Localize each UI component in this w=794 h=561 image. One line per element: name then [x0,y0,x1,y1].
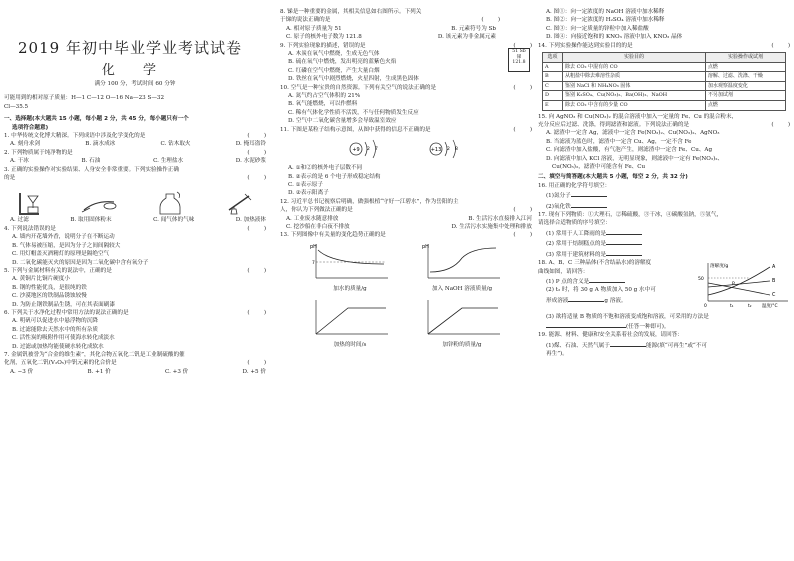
q6-option: A. 明矾可以促进水中悬浮物的沉降 [12,318,98,325]
q14-stem: 14. 下列实验操作能达到实验目的的是 [538,42,633,49]
answer-blank[interactable] [568,295,604,302]
q18-stem: 18. A、B、C 三种晶体(不含结晶水)的溶解度 [538,260,652,267]
q4-option: B. 气体易被压缩，是因为分子之间间隔较大 [12,242,121,249]
particle-diagram-1 [346,136,386,162]
q12-option: C. 挖沙船在非白夜不排放 [286,223,350,230]
graph-xlabel: 温度/°C [762,304,778,310]
q18-item: (3) 欲将适量 B 物质的不饱和溶液变成饱和溶液，可采用的方法是 [546,313,709,320]
q18-stem-2: 曲线如图，请回答： [538,268,589,275]
q6-option: B. 过滤能除去天然水中的所有杂质 [12,326,98,333]
q15-option: C. 向滤渣中加入盐酸，有气泡产生，则滤渣中一定含 Fe、Cu、Ag [546,147,713,154]
q8-stem: 8. 锑是一种重要的金属，其相关信息如右图所示。下列关 [280,9,422,15]
table-cell: 除去 CO₂ 中混有的 CO [563,62,706,72]
q16-item: (2)氧化铁 [546,203,571,210]
q19-item: (1)煤、石油、天然气属于 [546,342,610,349]
q18-item: g 溶液。 [604,297,627,304]
table-row [543,62,786,72]
q3-option: C. 闻气体的气味 [153,217,195,224]
table-cell: 点燃 [705,101,785,111]
section1-title: 一、选择题(本大题共 15 小题，每小题 2 分，共 45 分，每小题只有一个 [4,116,189,123]
graph-value-label: 50 [698,277,704,283]
filtration-apparatus [4,192,58,216]
q9-option: D. 铁丝在氧气中剧烈燃烧，火星四射，生成黑色固体 [288,76,419,83]
answer-paren: ( ) [247,267,266,274]
q2-stem: 2. 下列物质属于纯净物的是 [4,149,73,156]
q5-option: C. 沙漠地区的铁制品锈蚀较慢 [12,293,87,300]
atomic-masses: 可能用到的相对原子质量：H—1 C—12 O—16 Na—23 S—32 [4,95,165,102]
q15-option: B. 当滤液为蓝色时，滤渣中一定含 Cu、Ag，一定不含 Fe [546,138,692,145]
table-cell: 点燃 [705,62,785,72]
table-cell: 从粗盐中除去难溶性杂质 [563,72,706,82]
graph-1 [300,242,400,294]
q6-option: C. 活性炭的吸附作用可使海水转化成淡水 [12,335,115,342]
q8-option: D. 该元素为非金属元素 [437,34,496,41]
solubility-curve-graph [696,259,790,312]
q16-item: (1)氮分子 [546,193,571,200]
curve-c [708,283,770,295]
table-cell: 除去 CO₂ 中含有的少量 CO [563,101,706,111]
column-left [4,8,266,376]
q11-option: B. ②表示的是 6 个电子形成稳定结构 [288,173,381,180]
q7-option: D. +5 价 [242,368,266,375]
q10-option: B. 氧气能燃烧，可以作燃料 [288,101,358,108]
section2-title: 二、填空与简答题(本大题共 5 小题，每空 2 分，共 32 分) [538,174,688,181]
q15-stem-2: 充分反应后过滤、洗涤，得到滤渣和滤液。下列说法正确的是 [538,122,690,128]
exam-title: 2019 年初中毕业学业考试试卷 [18,39,242,57]
graph-ylabel: 溶解度/g [710,264,729,270]
q15-option-cont: Cu(NO₃)₂，滤渣中可能含有 Fe、Cu [552,164,646,171]
column-right [538,8,790,359]
answer-blank[interactable] [606,238,642,245]
q10-option: C. 稀有气体化学性质不活泼，不与任何物质发生反应 [288,109,419,116]
svg-text:2: 2 [447,147,450,153]
answer-paren: ( ) [513,232,532,239]
table-header: 选项 [543,53,563,63]
q4-option: A. 墙内开花墙外香，说明分子在不断运动 [12,234,115,241]
answer-blank[interactable] [571,201,607,208]
q17-item: (2) 常用于焙制糕点的是 [546,241,607,248]
q15-stem: 15. 向 AgNO₃ 和 Cu(NO₃)₂ 的混合溶液中加入一定量的 Fe、Cu 的混合粉末， [538,113,738,120]
q1-option: D. 掩耳盗铃 [235,141,266,148]
table-row [543,81,786,91]
curve-label-b: B [772,279,776,285]
q8-stem-2: 于锑的说法正确的是 [280,17,331,24]
q2-option: D. 水泥砂浆 [235,158,266,165]
graph-4-xlabel: 加锌粉的质量/g [442,341,482,348]
q5-option: B. 钢的性能优良，是很纯的铁 [12,284,87,291]
answer-blank[interactable] [610,340,646,347]
q3-option: B. 取用固体粉末 [70,217,112,224]
graph-1-xlabel: 加水的质量/g [333,286,367,293]
q1-option: B. 滴水成冰 [85,141,116,148]
q2-option: C. 生理盐水 [153,158,184,165]
q19-stem: 19. 能源、材料、健康和安全关系着社会的发展，请回答： [538,332,683,339]
answer-paren: ( ) [247,175,266,182]
answer-paren: ( ) [481,17,500,24]
table-cell: 不另加试剂 [705,91,785,101]
q17-stem-2: 请选择合适物质的序号填空： [538,220,611,227]
curve-label-a: A [772,265,776,271]
table-cell: A [543,62,563,72]
q1-option: A. 刻舟求剑 [10,141,40,148]
answer-paren: ( ) [247,360,266,367]
q11-stem: 11. 下图是某粒子结构示意图，从图中获得的信息不正确的是 [280,126,431,133]
answer-paren: ( ) [247,149,266,156]
table-header: 实验操作或试剂 [705,53,785,63]
q8-option: A. 相对原子质量为 51 [286,25,342,32]
q11-option: D. ②表示阳离子 [288,190,329,197]
table-cell: 鉴别 K₂SO₄、Cu(NO₃)₂、Ba(OH)₂、NaOH [563,91,706,101]
q3-stem-2: 的是 [4,175,16,182]
answer-paren: ( ) [513,126,532,133]
q7-option: A. −3 价 [10,368,34,375]
table-cell: 鉴别 NaCl 和 NH₄NO₃ 固体 [563,81,706,91]
q13-option: C. 图③：向一定质量的锌粒中加入稀盐酸 [546,25,649,32]
q10-stem: 10. 空气是一种宝贵的自然资源。下列有关空气的说法正确的是 [280,84,437,91]
svg-text:pH: pH [310,243,317,250]
q7-stem: 7. 金属钒被誉为“合金的维生素”，其化合物五氧化二钒是工业制硫酸的催 [4,351,185,358]
answer-blank[interactable] [589,276,625,283]
element-number-symbol: 51 Sb [512,49,526,54]
point-label-p: P [732,282,735,288]
q9-stem: 9. 下列实验现象的描述，错误的是 [280,42,366,49]
q6-option: D. 过滤或加热均能使硬水转化成软水 [12,343,104,350]
answer-paren: ( ) [247,309,266,316]
svg-text:2: 2 [367,147,370,153]
q13-option: B. 图②：向一定浓度的 H₂SO₄ 溶液中加水稀释 [546,17,665,24]
q18-item: (1) P 点的含义是 [546,278,590,285]
table-cell: 加水观察温度变化 [705,81,785,91]
q15-option: A. 滤渣中一定含 Ag，滤液中一定含 Fe(NO₃)₂、Cu(NO₃)₂、AgNO₃ [546,130,720,137]
q13-stem: 13. 下列图像中有关量的变化趋势正确的是 [280,232,386,239]
q18-item: 形成溶液 [546,297,569,304]
q1-stem: 1. 中华传统文化博大精深。下列成语中涉及化学变化的是 [4,133,146,140]
q13-graphs [280,240,532,352]
section1-title-2: 选项符合题意) [12,124,49,131]
q9-option: A. 木炭在氧气中燃烧，生成无色气体 [288,51,380,58]
q12-option: A. 工业废水随意排放 [286,215,339,222]
answer-paren: ( ) [513,42,532,49]
answer-paren: ( ) [247,133,266,140]
q6-stem: 6. 下列关于水净化过程中常用方法的说法正确的是 [4,309,129,316]
subject-title: 化 学 [101,63,169,78]
q12-option: D. 生活污水实施集中处理和排放 [451,223,532,230]
tick-t1: t₁ [730,304,734,310]
answer-paren: ( ) [247,225,266,232]
q10-option: A. 氮气约占空气体积的 21% [288,93,361,100]
answer-blank[interactable] [546,321,626,328]
q12-stem-2: 人，你认为下列做法正确的是 [280,207,353,214]
svg-text:pH: pH [422,243,429,250]
particle-structure-diagrams [280,134,532,164]
curve-b [708,281,770,287]
gas-bottle-picture [143,190,197,216]
q3-option: A. 过滤 [10,217,29,224]
q4-option: D. 二氧化碳能灭火的原因是因为二氧化碳中含有氧分子 [12,259,149,266]
q3-option: D. 加热液体 [235,217,266,224]
q14-experiment-table [542,52,786,111]
element-mass: 121.8 [512,60,526,65]
answer-paren: ( ) [771,122,790,128]
q8-option: C. 原子的核外电子数为 121.8 [286,34,362,41]
origin-label: 0 [704,304,707,310]
q19-item: 能源(填“可再生”或“不可 [645,342,707,349]
antimony-element-box [508,48,530,72]
graph-2-xlabel: 加入 NaOH 溶液质量/g [431,286,493,293]
powder-handling-picture [73,196,127,216]
q5-option: D. 为防止钢铁制品生锈，可在其表面刷漆 [12,301,115,308]
q18-item: (任答一种即可)。 [626,323,670,330]
q5-option: A. 黄铜片比铜片硬度小 [12,276,70,283]
exam-info: 满分 100 分，考试时间 60 分钟 [94,81,176,87]
table-cell: 溶解、过滤、洗涤、干燥 [705,72,785,82]
svg-text:7: 7 [375,147,378,153]
answer-blank[interactable] [606,228,642,235]
q13-option: D. 图④：向接近饱和的 KNO₃ 溶液中加入 KNO₃ 晶体 [546,34,683,41]
curve-a [708,267,770,295]
graph-3-xlabel: 加热的时间/s [333,341,367,348]
q12-option: B. 生活污水直接排入江河 [468,215,532,222]
q18-item: (2) t₂ 时，将 30 g A 物质加入 50 g 水中可 [546,287,656,294]
answer-blank[interactable] [606,249,642,256]
atomic-masses-2: Cl—35.5 [4,103,29,110]
tick-t2: t₂ [748,304,752,310]
q3-apparatus-pictures [4,182,266,216]
table-cell: E [543,101,563,111]
q11-option: C. ①表示原子 [288,181,324,188]
q1-option: C. 钻木取火 [160,141,191,148]
graph-3 [300,298,400,350]
element-name: 锑 [516,54,522,60]
table-cell: C [543,81,563,91]
svg-text:8: 8 [455,147,458,153]
q10-option: D. 空气中二氧化碳含量增多会导致温室效应 [288,118,397,125]
graph-4 [412,298,512,350]
curve-label-c: C [772,293,776,299]
answer-blank[interactable] [571,190,607,197]
q9-option: B. 硫在氧气中燃烧，发出明亮的蓝紫色火焰 [288,59,397,66]
table-row [543,91,786,101]
q4-option: C. 用灯帽盖灭酒精灯的原理是隔绝空气 [12,251,110,258]
q5-stem: 5. 下列与金属材料有关的说法中，正确的是 [4,267,112,274]
graph-2 [412,242,512,294]
table-row [543,101,786,111]
q19-item: 再生”)。 [546,351,568,358]
q17-stem: 17. 现有下列物质：①大理石，②稀硫酸，③干冰，④碳酸氢钠，⑤氢气， [538,212,723,219]
q15-option: D. 向滤液中加入 KCl 溶液，无明显现象，则滤液中一定有 Fe(NO₃)₂、 [546,155,724,162]
answer-paren: ( ) [513,207,532,214]
table-row [543,72,786,82]
q7-stem-2: 化剂，五氧化二钒(V₂O₅)中钒元素的化合价是 [4,360,117,367]
q8-option: B. 元素符号为 Sb [451,25,496,32]
q12-stem: 12. 习近平总书记视察后明确，做强根植“守好一江碧水”，作为岳阳的主 [280,198,459,205]
q2-option: B. 石油 [81,158,101,165]
q9-option: C. 红磷在空气中燃烧，产生大量白烟 [288,67,380,74]
svg-text:+9: +9 [352,147,360,154]
table-cell: D [543,91,563,101]
svg-text:+13: +13 [430,147,442,154]
q4-stem: 4. 下列说法错误的是 [4,225,56,232]
answer-paren: ( ) [771,42,790,49]
q7-option: B. +1 价 [87,368,111,375]
particle-diagram-2 [426,136,466,162]
heating-liquid-picture [212,190,266,216]
q3-stem: 3. 正确的实验操作对实验结果、人身安全非常重要。下列实验操作正确 [4,166,179,173]
answer-paren: ( ) [513,84,532,91]
q13-option: A. 图①：向一定浓度的 NaOH 溶液中加水稀释 [546,9,665,15]
q2-option: A. 干冰 [10,158,29,165]
q16-stem: 16. 用正确的化学符号填空： [538,182,611,189]
q11-option: A. ①和②的核外电子层数不同 [288,165,363,172]
table-cell: B [543,72,563,82]
q17-item: (3) 常用于建筑材料的是 [546,251,607,258]
q17-item: (1) 常用于人工降雨的是 [546,230,607,237]
q7-option: C. +3 价 [165,368,189,375]
table-header: 实验目的 [563,53,706,63]
column-middle [280,8,532,351]
svg-text:7: 7 [312,260,315,266]
